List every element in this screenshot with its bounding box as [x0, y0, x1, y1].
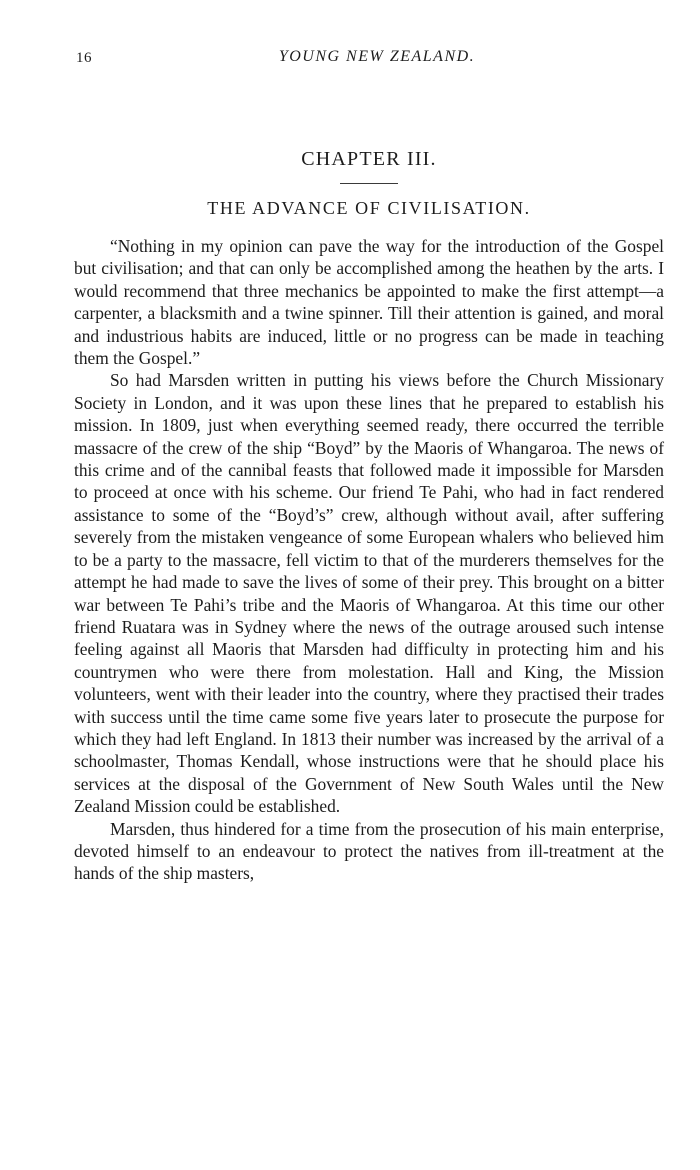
paragraph-marsden-mission: So had Marsden written in putting his views before the Church Missionary Society in London, and it was upon these lines that he prepared to establish his mission. In 1809, just when everything seemed ready, there occurred the terrible massacre of the crew of the ship “Boyd” by the Maoris of Whangaroa. The news of this crime and of the cannibal feasts that followed made it impossible for Marsden to proceed at once with his scheme. Our friend Te Pahi, who had in fact rendered assistance to some of the “Boyd’s” crew, although without avail, after suffering severely from the mistaken vengeance of some European whalers who believed him to be a party to the massacre, fell victim to that of the murderers themselves for the attempt he had made to save the lives of some of their prey. This brought on a bitter war between Te Pahi’s tribe and the Maoris of Whangaroa. At this time our other friend Ruatara was in Sydney where the news of the outrage aroused such intense feeling against all Maoris that Marsden had difficulty in protecting him and his countrymen who were there from molestation. Hall and King, the Mission volunteers, went with their leader into the country, where they practised their trades with success until the time came some five years later to prosecute the purpose for which they had left England. In 1813 their number was increased by the arrival of a schoolmaster, Thomas Kendall, whose instructions were that he should place his services at the disposal of the Government of New South Wales until the New Zealand Mission could be established. [74, 370, 664, 817]
chapter-divider [340, 183, 398, 184]
chapter-title: THE ADVANCE OF CIVILISATION. [207, 198, 531, 218]
running-head [74, 46, 664, 74]
body-text [74, 235, 664, 885]
running-title: YOUNG NEW ZEALAND. [278, 48, 476, 65]
page-number: 16 [76, 50, 92, 66]
paragraph-marsden-hindered: Marsden, thus hindered for a time from the prosecution of his main enterprise, devoted himself to an endeavour to protect the natives from ill-treatment at the hands of the ship masters, [74, 818, 664, 884]
book-page [74, 46, 664, 885]
paragraph-quote: “Nothing in my opinion can pave the way for the introduction of the Gospel but civilisation; and that can only be accomplished among the heathen by the arts. I would recommend that three mechanics be appointed to make the first attempt—a carpenter, a blacksmith and a twine spinner. Till their attention is gained, and moral and industrious habits are induced, little or no progress can be made in teaching them the Gospel.” [74, 236, 664, 369]
chapter-heading: CHAPTER III. [301, 148, 437, 170]
